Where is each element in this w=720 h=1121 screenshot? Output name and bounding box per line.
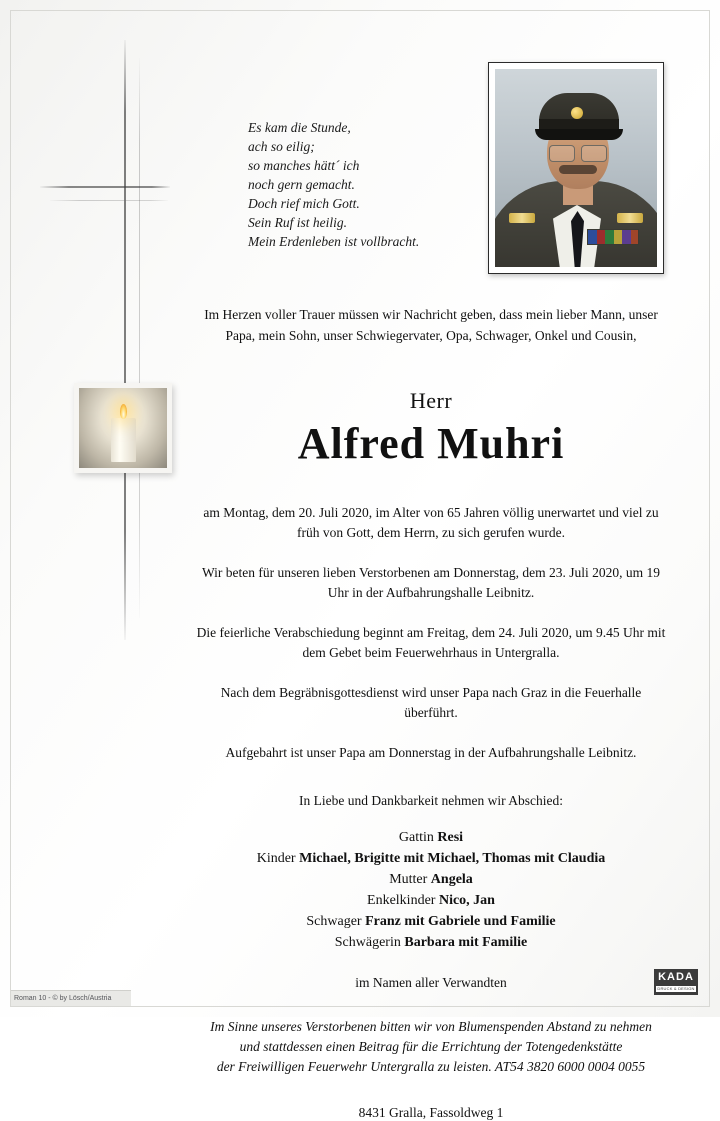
printer-logo	[654, 969, 698, 995]
flame-icon	[120, 404, 127, 419]
address-line: 8431 Gralla, Fassoldweg 1	[358, 1105, 504, 1120]
candle-photo	[74, 383, 172, 473]
poem-line: Mein Erdenleben ist vollbracht.	[248, 234, 420, 249]
poem-line: so manches hätt´ ich	[248, 158, 360, 173]
intro-text: Im Herzen voller Trauer müssen wir Nachricht geben, dass mein lieber Mann, unser Papa, mein Sohn, unser Schwiegervater, Opa, Schwager, Onkel und Cousin,	[204, 307, 658, 343]
cross-icon	[40, 40, 170, 640]
family-role: Gattin	[398, 830, 434, 845]
glasses-icon	[547, 145, 609, 161]
family-names: Nico, Jan	[438, 893, 495, 908]
family-names: Franz mit Gabriele und Familie	[365, 914, 556, 929]
poem-line: Doch rief mich Gott.	[248, 196, 360, 211]
family-names: Angela	[430, 872, 473, 887]
cap-badge-icon	[571, 107, 583, 119]
cross-horizontal-bar	[40, 186, 170, 188]
paragraph-passing: am Montag, dem 20. Juli 2020, im Alter von 65 Jahren völlig unerwartet und viel zu früh von Gott, dem Herrn, zu sich gerufen wurde.	[203, 505, 659, 540]
paragraph-farewell-ceremony: Die feierliche Verabschiedung beginnt am Freitag, dem 24. Juli 2020, um 9.45 Uhr mit dem Gebet beim Feuerwehrhaus in Untergralla.	[196, 625, 666, 660]
paragraph-laying-out: Aufgebahrt ist unser Papa am Donnerstag in der Aufbahrungshalle Leibnitz.	[225, 745, 637, 760]
poem-block	[248, 118, 478, 251]
portrait-mustache	[559, 165, 597, 174]
donation-line: Im Sinne unseres Verstorbenen bitten wir von Blumenspenden Abstand zu nehmen	[210, 1019, 652, 1034]
portrait-photo-inner	[495, 69, 657, 267]
print-credit: Roman 10 - © by Lösch/Austria	[11, 990, 131, 1006]
rank-insignia-right	[617, 213, 643, 223]
candle-photo-inner	[79, 388, 167, 468]
family-list	[196, 827, 666, 953]
uniform-cap-peak	[535, 129, 623, 140]
family-role: Schwager	[306, 914, 362, 929]
donation-line: und stattdessen einen Beitrag für die Errichtung der Totengedenkstätte	[239, 1039, 623, 1054]
printer-logo-name: KADA	[658, 971, 694, 983]
paragraph-cremation: Nach dem Begräbnisgottesdienst wird unser Papa nach Graz in die Feuerhalle überführt.	[220, 685, 642, 720]
poem-line: noch gern gemacht.	[248, 177, 355, 192]
poem-line: Sein Ruf ist heilig.	[248, 215, 347, 230]
salutation: Herr	[409, 388, 453, 413]
on-behalf-text: im Namen aller Verwandten	[355, 975, 507, 990]
medal-ribbons	[587, 229, 639, 245]
donation-note	[196, 1017, 666, 1077]
donation-line: der Freiwilligen Feuerwehr Untergralla zu leisten. AT54 3820 6000 0004 0055	[216, 1059, 646, 1074]
family-names: Barbara mit Familie	[404, 935, 528, 950]
printer-logo-subtitle: DRUCK & DESIGN	[657, 986, 695, 991]
family-row	[196, 890, 666, 911]
family-row	[196, 848, 666, 869]
candle-body	[111, 418, 136, 462]
family-row	[196, 911, 666, 932]
family-role: Enkelkinder	[367, 893, 436, 908]
poem-line: Es kam die Stunde,	[248, 120, 351, 135]
poem-line: ach so eilig;	[248, 139, 315, 154]
family-names: Michael, Brigitte mit Michael, Thomas mit Claudia	[299, 851, 606, 866]
cross-vertical-shadow	[139, 58, 140, 618]
paragraph-prayer: Wir beten für unseren lieben Verstorbenen am Donnerstag, dem 23. Juli 2020, um 19 Uhr in der Aufbahrungshalle Leibnitz.	[201, 565, 661, 600]
farewell-line: In Liebe und Dankbarkeit nehmen wir Abschied:	[299, 793, 563, 808]
family-names: Resi	[437, 830, 464, 845]
family-role: Schwägerin	[334, 935, 401, 950]
family-row	[196, 827, 666, 848]
cross-vertical-bar	[124, 40, 126, 640]
portrait-photo	[488, 62, 664, 274]
rank-insignia-left	[509, 213, 535, 223]
family-row	[196, 869, 666, 890]
cross-horizontal-shadow	[50, 200, 168, 201]
main-content	[196, 304, 666, 1121]
family-row	[196, 932, 666, 953]
family-role: Kinder	[256, 851, 296, 866]
family-role: Mutter	[389, 872, 428, 887]
deceased-name: Alfred Muhri	[297, 419, 565, 468]
